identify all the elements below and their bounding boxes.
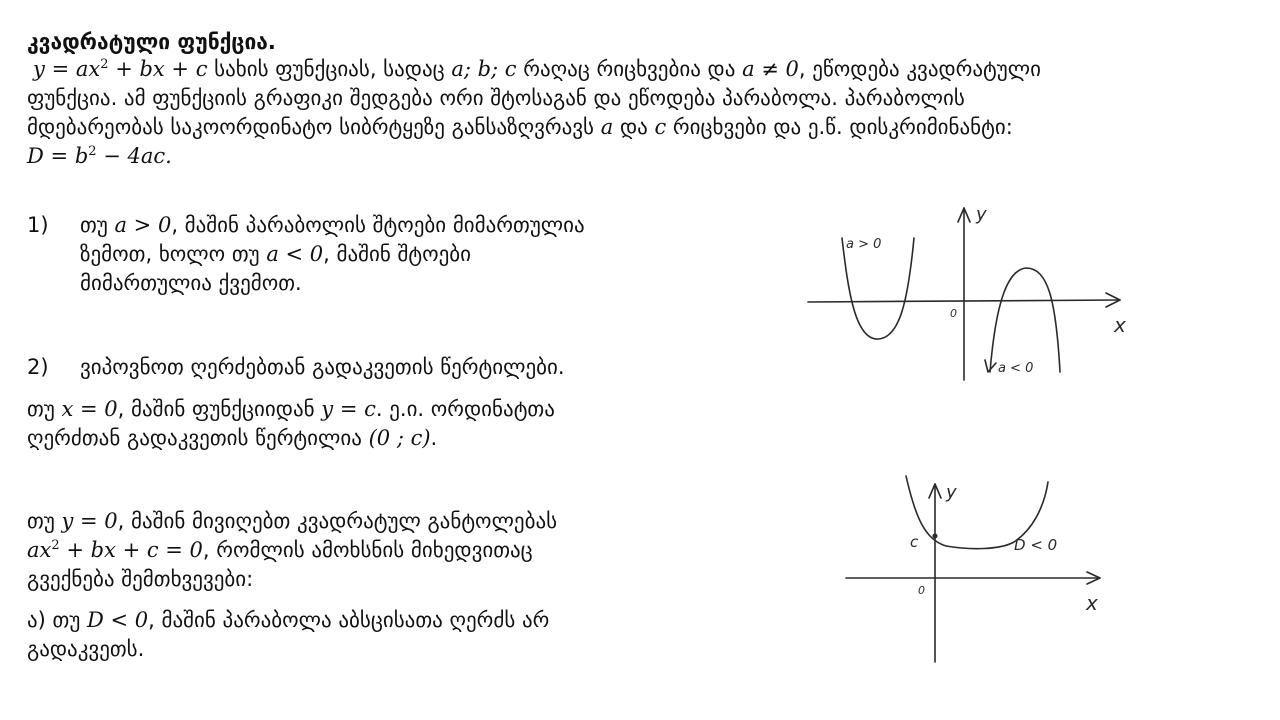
y0-l1a: თუ bbox=[27, 509, 55, 533]
item-2-number: 2) bbox=[27, 355, 49, 379]
eq-ax: ax bbox=[75, 57, 101, 81]
item-1-line-3: მიმართულია ქვემოთ. bbox=[80, 271, 302, 295]
y0-line-3: გვექნება შემთხვევები: bbox=[27, 567, 254, 591]
item-2-text: ვიპოვნოთ ღერძებთან გადაკვეთის წერტილები. bbox=[80, 355, 565, 379]
graph-2-x-label: x bbox=[1086, 591, 1098, 615]
eq-y: y bbox=[33, 57, 45, 81]
disc-rest: − 4ac. bbox=[103, 144, 172, 168]
var-c: c bbox=[654, 115, 667, 139]
graph-1-origin: 0 bbox=[950, 307, 957, 320]
item-1-l2a: ზემოთ, ხოლო თუ bbox=[80, 242, 260, 266]
y0-l1b: , მაშინ მივიღებთ კვადრატულ განტოლებას bbox=[117, 509, 558, 533]
y0-eq-rest: + bx + c = 0 bbox=[66, 538, 203, 562]
eq-equals: = bbox=[51, 57, 70, 81]
graph-1-label-neg: a < 0 bbox=[998, 361, 1034, 376]
x0-l1c: . ე.ი. ორდინატთა bbox=[375, 397, 555, 421]
case-a-l1a: ა) თუ bbox=[27, 608, 81, 632]
intro-line-3a: მდებარეობას საკოორდინატო სიბრტყეზე განსაზღვრავს bbox=[27, 115, 595, 139]
eq-rest: + bx + c bbox=[115, 57, 208, 81]
y0-l2b: , რომლის ამოხსნის მიხედვითაც bbox=[202, 538, 533, 562]
intro-vars: a; b; c bbox=[451, 57, 517, 81]
x0-result: y = c bbox=[321, 397, 376, 421]
case-a-line-2: გადაკვეთს. bbox=[27, 637, 145, 661]
disc-d: D bbox=[27, 144, 44, 168]
graph-1-label-pos: a > 0 bbox=[846, 237, 882, 252]
x0-point: (0 ; c) bbox=[368, 426, 431, 450]
intro-condition: a ≠ 0 bbox=[742, 57, 799, 81]
x0-l2a: ღერძთან გადაკვეთის წერტილია bbox=[27, 426, 362, 450]
item-1-l2b: , მაშინ შტოები bbox=[323, 242, 472, 266]
page-title: კვადრატული ფუნქცია. bbox=[27, 30, 276, 54]
intro-text-3: , ეწოდება კვადრატული bbox=[798, 57, 1041, 81]
graph-1-y-label: y bbox=[976, 204, 987, 225]
graph-2-origin: 0 bbox=[918, 584, 925, 597]
intro-text-2: რაღაც რიცხვებია და bbox=[523, 57, 736, 81]
eq-square: 2 bbox=[100, 57, 109, 72]
case-a-cond: D < 0 bbox=[87, 608, 149, 632]
item-1-number: 1) bbox=[27, 213, 49, 237]
item-1-l1b: , მაშინ პარაბოლის შტოები მიმართულია bbox=[171, 213, 585, 237]
y0-cond: y = 0 bbox=[61, 509, 118, 533]
x0-cond: x = 0 bbox=[61, 397, 118, 421]
case-a-l1b: , მაშინ პარაბოლა აბსცისათა ღერძს არ bbox=[148, 608, 550, 632]
graph-1-x-label: x bbox=[1114, 313, 1126, 337]
graph-2-y-label: y bbox=[946, 482, 957, 503]
graph-2-d-label: D < 0 bbox=[1014, 536, 1058, 554]
graph-2-intercept-dot bbox=[933, 534, 938, 539]
disc-square: 2 bbox=[88, 144, 97, 159]
intro-text-1: სახის ფუნქციას, სადაც bbox=[214, 57, 445, 81]
item-1-cond-pos: a > 0 bbox=[114, 213, 172, 237]
disc-b: b bbox=[74, 144, 89, 168]
item-1-l1a: თუ bbox=[80, 213, 108, 237]
item-1-cond-neg: a < 0 bbox=[266, 242, 324, 266]
x0-l1b: , მაშინ ფუნქციიდან bbox=[117, 397, 315, 421]
y0-eq-square: 2 bbox=[51, 538, 60, 553]
y0-eq-ax: ax bbox=[27, 538, 52, 562]
intro-line-3c: რიცხვები და ე.წ. დისკრიმინანტი: bbox=[672, 115, 1013, 139]
graph-2-c-label: c bbox=[910, 533, 919, 551]
x0-l2b: . bbox=[430, 426, 438, 450]
x0-l1a: თუ bbox=[27, 397, 55, 421]
var-a: a bbox=[600, 115, 614, 139]
intro-line-3b: და bbox=[619, 115, 648, 139]
intro-line-2: ფუნქცია. ამ ფუნქციის გრაფიკი შედგება ორი შტოსაგან და ეწოდება პარაბოლა. პარაბოლის bbox=[27, 86, 965, 110]
disc-equals: = bbox=[50, 144, 69, 168]
